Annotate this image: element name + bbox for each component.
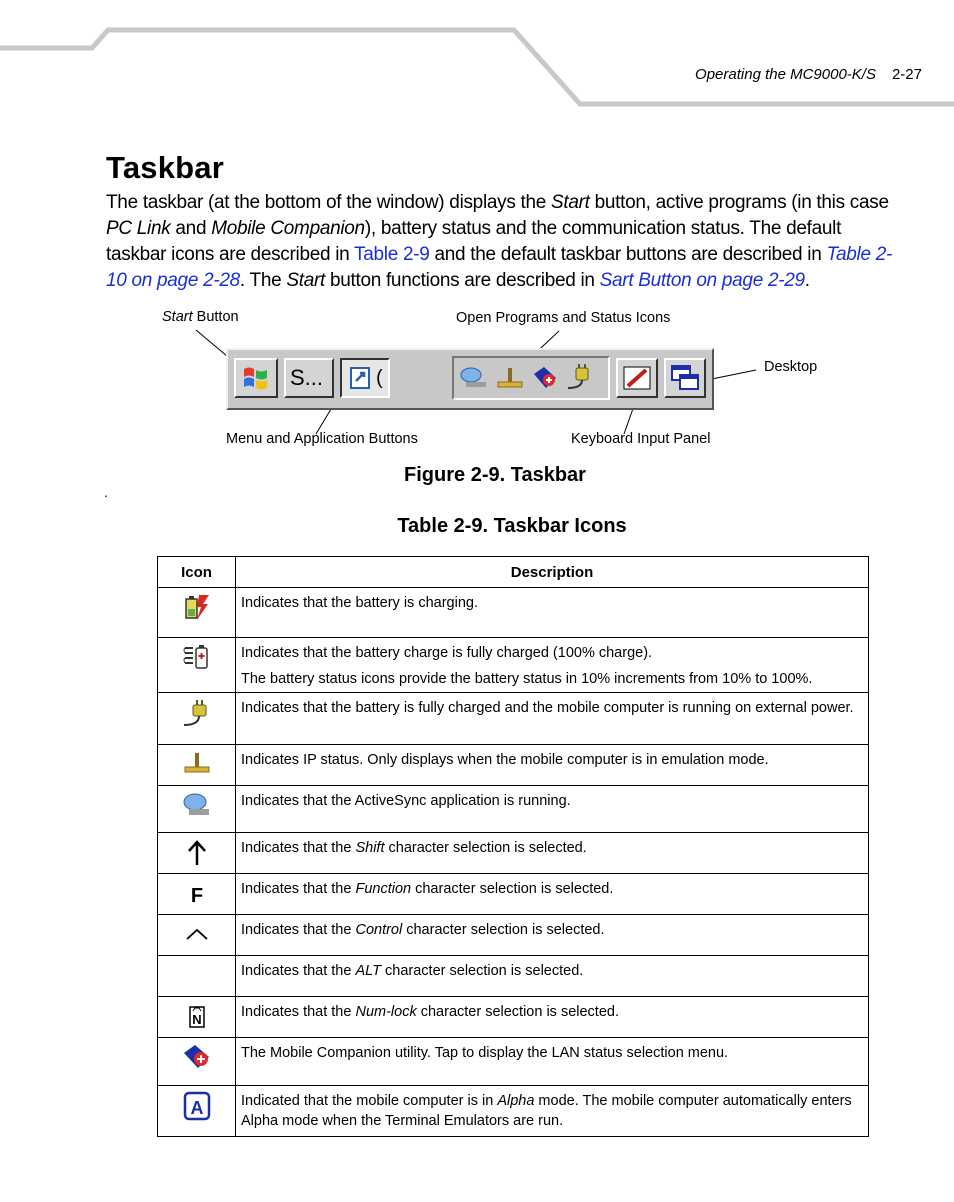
description-cell — [236, 833, 869, 874]
mobile-companion-icon[interactable] — [530, 364, 560, 392]
table-row — [158, 745, 869, 786]
activesync-icon[interactable] — [458, 364, 490, 392]
intro-text: The taskbar (at the bottom of the window) displays the — [106, 192, 552, 213]
icon-cell — [158, 956, 236, 997]
table-caption: Table 2-9. Taskbar Icons — [397, 515, 627, 537]
icon-cell — [158, 833, 236, 874]
description-segment: character selection is selected. — [411, 881, 614, 897]
description-segment: The battery status icons provide the battery status in 10% increments from 10% to 100%. — [241, 671, 813, 687]
description-cell — [236, 956, 869, 997]
table-row — [158, 1038, 869, 1086]
intro-text: Start — [286, 270, 325, 291]
description-segment: mode. The mobile computer automatically enters Alpha mode when the Terminal Emulators are run. — [241, 1093, 852, 1129]
intro-text: PC Link — [106, 218, 171, 239]
intro-text: Mobile Companion — [211, 218, 365, 239]
table-row — [158, 874, 869, 915]
app-button-s[interactable] — [284, 358, 334, 398]
description-text — [241, 1043, 863, 1063]
table-row — [158, 786, 869, 833]
table-row — [158, 693, 869, 745]
status-tray — [452, 356, 610, 400]
description-segment: character selection is selected. — [384, 840, 587, 856]
header-icon: Icon — [158, 557, 236, 588]
app-button-label: S... — [290, 365, 324, 390]
app-button-cut-label: ( — [376, 366, 383, 389]
intro-paragraph — [106, 190, 896, 294]
mode-name: Control — [355, 922, 403, 938]
icon-cell — [158, 1086, 236, 1137]
battery-charging-icon — [181, 592, 213, 624]
activesync-icon — [181, 790, 213, 822]
table-row — [158, 997, 869, 1038]
intro-text: button functions are described in — [324, 270, 600, 291]
description-segment: Indicates that the battery is fully charged and the mobile computer is running on external power. — [241, 700, 854, 716]
description-segment: Indicates that the — [241, 922, 356, 938]
description-segment: The Mobile Companion utility. Tap to display the LAN status selection menu. — [241, 1045, 729, 1061]
icon-cell — [158, 786, 236, 833]
control-caret-icon — [181, 919, 213, 951]
callout-open-programs: Open Programs and Status Icons — [456, 310, 671, 326]
description-text — [241, 838, 863, 858]
running-title: Operating the MC9000-K/S — [695, 66, 876, 83]
mode-name: Num-lock — [355, 1004, 417, 1020]
description-segment: Indicates IP status. Only displays when the mobile computer is in emulation mode. — [241, 752, 769, 768]
icon-cell — [158, 745, 236, 786]
desktop-windows-icon — [670, 364, 700, 392]
external-power-icon[interactable] — [564, 364, 594, 392]
callout-keyboard-panel: Keyboard Input Panel — [571, 431, 711, 447]
description-cell — [236, 638, 869, 693]
mode-name: Function — [355, 881, 412, 897]
description-text — [241, 750, 863, 770]
taskbar-icons-table — [157, 556, 869, 1137]
description-text — [241, 961, 863, 981]
icon-cell — [158, 997, 236, 1038]
description-cell — [236, 874, 869, 915]
description-cell — [236, 1086, 869, 1137]
description-text — [241, 1002, 863, 1022]
cross-ref-link[interactable]: Sart Button on page 2-29 — [599, 270, 805, 291]
intro-text: . — [804, 270, 810, 291]
description-cell — [236, 588, 869, 638]
pc-link-icon — [348, 365, 374, 391]
figure-caption: Figure 2-9. Taskbar — [404, 464, 586, 486]
description-text — [241, 669, 863, 689]
description-segment: Indicates that the — [241, 1004, 356, 1020]
mobile-companion-icon — [181, 1042, 213, 1074]
mode-name: Alpha — [497, 1093, 535, 1109]
table-row — [158, 638, 869, 693]
icon-cell — [158, 874, 236, 915]
intro-text: and — [170, 218, 212, 239]
external-power-icon — [181, 697, 213, 729]
battery-full-icon — [181, 642, 213, 674]
table-row — [158, 1086, 869, 1137]
description-segment: Indicates that the battery charge is fully charged (100% charge). — [241, 645, 653, 661]
section-title: Taskbar — [106, 150, 224, 185]
icon-cell — [158, 588, 236, 638]
icon-cell — [158, 693, 236, 745]
running-head — [695, 66, 922, 83]
description-segment: Indicated that the mobile computer is in — [241, 1093, 498, 1109]
table-header-row — [158, 557, 869, 588]
svg-text:N: N — [191, 1012, 202, 1027]
description-segment: Indicates that the — [241, 840, 356, 856]
windows-flag-icon — [241, 364, 271, 392]
callout-desktop: Desktop — [764, 359, 818, 375]
description-cell — [236, 1038, 869, 1086]
intro-text: and the default taskbar buttons are described in — [429, 244, 827, 265]
table-row — [158, 956, 869, 997]
header-decoration — [0, 0, 954, 110]
page-number: 2-27 — [891, 66, 922, 83]
input-panel-pen-icon — [622, 364, 652, 392]
description-cell — [236, 915, 869, 956]
keyboard-input-panel-button[interactable] — [616, 358, 658, 398]
intro-text: . The — [239, 270, 287, 291]
header-description: Description — [236, 557, 869, 588]
callout-start-button: Start Button — [162, 309, 239, 325]
intro-text: button, active programs (in this case — [589, 192, 889, 213]
desktop-button[interactable] — [664, 358, 706, 398]
callout-menu-app-buttons: Menu and Application Buttons — [226, 431, 418, 447]
description-text — [241, 1091, 863, 1131]
description-text — [241, 920, 863, 940]
description-text — [241, 643, 863, 663]
description-segment: character selection is selected. — [381, 963, 584, 979]
app-button-pc-link[interactable] — [340, 358, 390, 398]
ip-status-icon[interactable] — [494, 364, 526, 392]
table-row — [158, 915, 869, 956]
cross-ref-link[interactable]: Table 2-9 — [354, 244, 430, 265]
description-text — [241, 593, 863, 613]
description-segment: character selection is selected. — [416, 1004, 619, 1020]
table-row — [158, 833, 869, 874]
icon-cell — [158, 915, 236, 956]
alpha-mode-icon — [181, 1090, 213, 1122]
num-lock-icon — [181, 1001, 213, 1033]
shift-arrow-icon — [181, 837, 213, 869]
description-cell — [236, 997, 869, 1038]
description-cell — [236, 786, 869, 833]
intro-text: Start — [551, 192, 590, 213]
description-text — [241, 879, 863, 899]
description-segment: Indicates that the battery is charging. — [241, 595, 478, 611]
stray-mark: . — [104, 484, 108, 500]
description-segment: character selection is selected. — [402, 922, 605, 938]
mode-name: Shift — [355, 840, 385, 856]
description-text — [241, 791, 863, 811]
svg-text:F: F — [190, 885, 203, 907]
cross-ref-link[interactable]: Table 2-10 on page 2-28 — [106, 244, 893, 291]
function-f-icon — [181, 878, 213, 910]
description-cell — [236, 693, 869, 745]
ip-status-icon — [181, 749, 213, 781]
description-segment: Indicates that the ActiveSync application is running. — [241, 793, 571, 809]
description-segment: Indicates that the — [241, 881, 356, 897]
description-text — [241, 698, 863, 718]
intro-text: ), battery status and the communication status. The default taskbar icons are described in — [106, 218, 842, 265]
description-cell — [236, 745, 869, 786]
description-segment: Indicates that the — [241, 963, 356, 979]
taskbar — [226, 348, 714, 410]
icon-cell — [158, 1038, 236, 1086]
start-button[interactable] — [234, 358, 278, 398]
table-row — [158, 588, 869, 638]
mode-name: ALT — [355, 963, 381, 979]
icon-cell — [158, 638, 236, 693]
svg-text:A: A — [190, 1098, 203, 1118]
